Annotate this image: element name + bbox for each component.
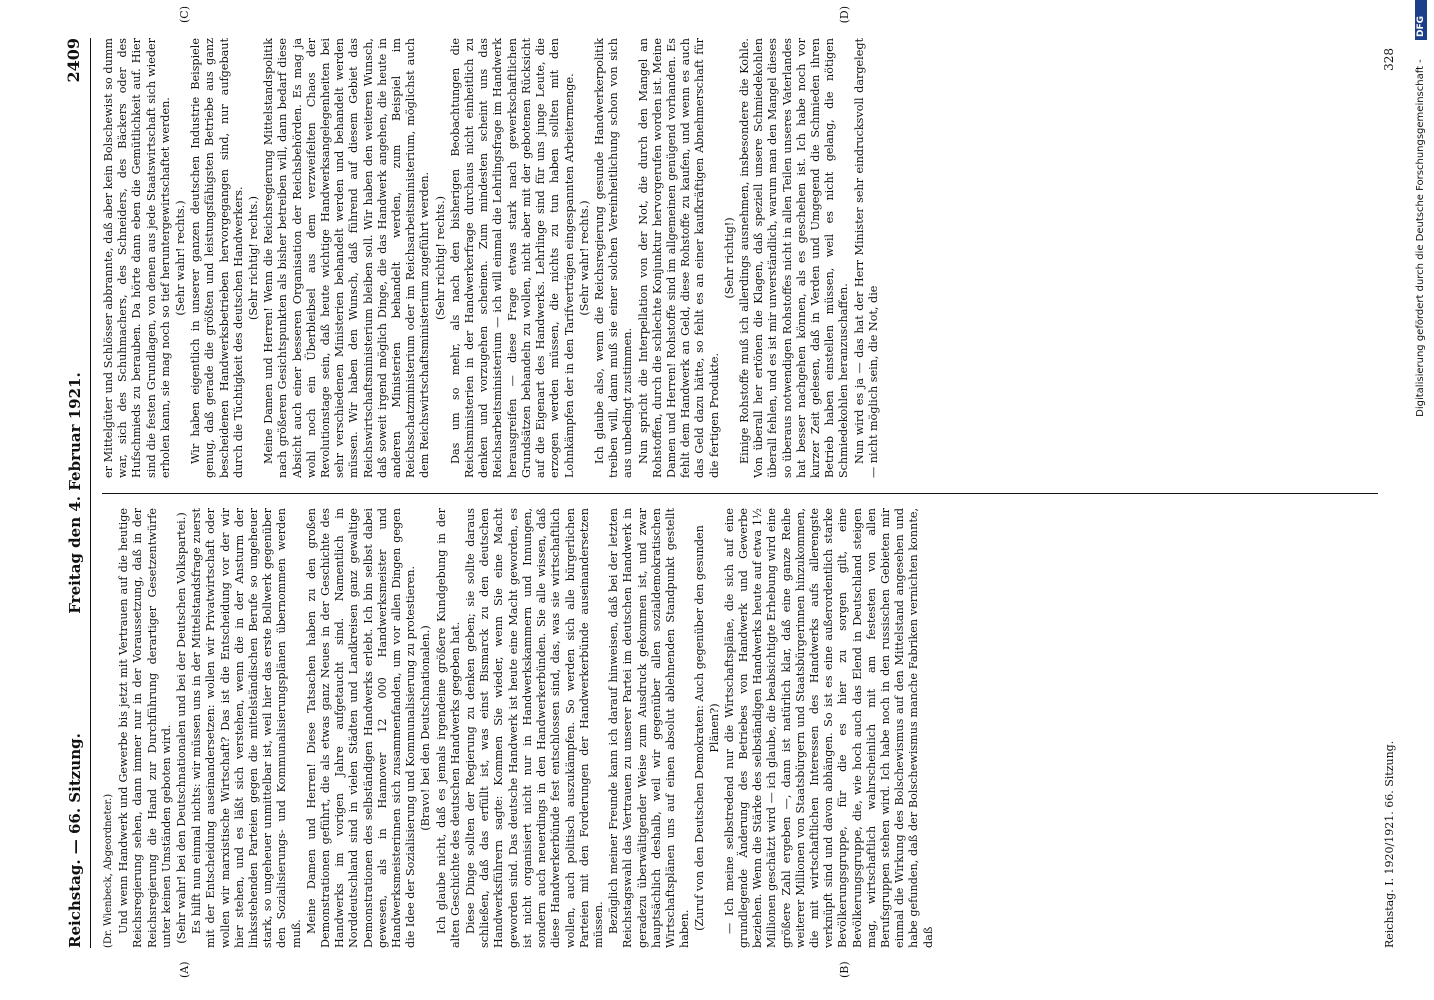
dfg-logo: DFG [1415,0,1427,40]
margin-marker-a: (A) [178,961,191,978]
paragraph: (Sehr richtig! rechts.) [433,195,447,321]
paragraph: Meine Damen und Herren! Wenn die Reichsregierung Mittelstandspolitik nach größeren Gesichtspunkten als bisher betreiben will, dann bedarf diese Absicht auch einer besseren Organisation der Reichsbehörden. Es mag ja wohl noch ein Überbleibsel aus dem verzweifelten Chaos der Revolutionstage sein, daß heute wichtige Handwerksangelegenheiten bei sehr verschiedenen Ministerien behandelt werden und behandelt werden müssen. Wir haben den Wunsch, daß führend auf diesem Gebiet das Reichswirtschaftsministerium bleiben soll. Wir haben den weiteren Wunsch, daß soweit irgend möglich Dinge, die das Handwerk angehen, die heute in anderen Ministerien behandelt werden, zum Beispiel im Reichsschatzministerium oder im Reichsarbeitsministerium, möglichst auch dem Reichswirtschaftsministerium zugeführt werden. [262,38,432,478]
digitization-text: Digitalisierung gefördert durch die Deutsche Forschungsgemeinschaft - [1415,59,1426,417]
page-header [58,38,91,948]
paragraph: (Dr. Wienbeck, Abgeordneter.) [103,793,114,948]
paragraph: Das um so mehr, als nach den bisherigen Beobachtungen die Reichsministerien in der Handwerkerfrage durchaus nicht einheitlich zu denken und vorzugehen scheinen. Zum mindesten scheint uns das Reichsarbeitsministerium — ich will einmal die Lehrlingsfrage im Handwerk herausgreifen — diese Frage etwas stark nach gewerkschaftlichen Grundsätzen behandeln zu wollen, nicht aber mit der gebotenen Rücksicht auf die Eigenart des Handwerks. Lehrlinge sind für uns junge Leute, die erzogen werden müssen, die nichts zu tun haben sollten mit den Lohnkämpfen der in den Tarifverträgen eingespannten Arbeitermenge. [448,38,576,478]
page-number: 2409 [64,38,83,83]
paragraph: (Zuruf von den Deutschen Demokraten: Auch gegenüber den gesunden Plänen?) [693,525,721,931]
paragraph: Ich glaube nicht, daß es jemals irgendeine größere Kundgebung in der alten Geschichte des deutschen Handwerks gegeben hat. [434,508,462,948]
right-column [102,38,1378,478]
paragraph: (Sehr wahr! rechts.) [577,200,591,316]
paragraph: Diese Dinge sollten der Regierung zu denken geben; sie sollte daraus schließen, daß das erfüllt ist, was einst Bismarck zu den deutschen Handwerksführern sagte: Kommen Sie wieder, wenn Sie eine Macht geworden sind. Das deutsche Handwerk ist heute eine Macht geworden, es ist nicht organisiert nicht nur in Handwerkskammern und Innungen, sondern auch neuerdings in den Handwerkerbünden. Sie alle wissen, daß diese Handwerkerbünde fest entschlossen sind, das, was sie wirtschaftlich wollen, auch politisch auszukämpfen. So werden sich alle bürgerlichen Parteien mit den Forderungen der Handwerkerbünde auseinandersetzen müssen. [464,508,605,948]
column-divider [102,493,1378,494]
margin-marker-d: (D) [838,6,851,24]
margin-marker-c: (C) [178,6,191,23]
document-page [58,6,1396,978]
paragraph: er Mittelgüter und Schlösser abbrannte, daß aber kein Bolschewist so dumm war, sich des Schuhmachers, des Schneiders, des Bäckers oder des Hufschmieds zu berauben. Da hörte dann eben die Gemütlichkeit auf. Hier sind die festen Grundlagen, von denen aus jede Staatswirtschaft sich wieder erholen kann, sie mag noch so tief heruntergewirtschaftet werden. [102,38,172,478]
digitization-note [1408,0,1434,1000]
paragraph: Meine Damen und Herren! Diese Tatsachen haben zu den großen Demonstrationen geführt, die als etwas ganz Neues in der Geschichte des Handwerks im vorigen Jahre aufgetaucht sind. Namentlich in Norddeutschland sind in vielen Städten und Landkreisen ganz gewaltige Demonstrationen des selbständigen Handwerks erlebt. Ich bin selbst dabei gewesen, als in Hannover 12 000 Handwerksmeister und Handwerksmeisterinnen sich zusammenfanden, um vor allen Dingen gegen die Idee der Sozialisierung und Kommunalisierung zu protestieren. [304,508,418,948]
paragraph: Und wenn Handwerk und Gewerbe bis jetzt mit Vertrauen auf die heutige Reichsregierung sehen, dann immer nur in der Voraussetzung, daß in der Reichsregierung die Hand zur Durchführung derartiger Gesetzentwürfe unter keinen Umständen geboten wird. [117,508,173,948]
paragraph: (Sehr richtig!) [722,217,736,299]
paragraph: Nun spricht die Interpellation von der Not, die durch den Mangel an Rohstoffen, durch die schlechte Konjunktur hervorgerufen worden ist. Meine Damen und Herren! Rohstoffe sind im allgemeinen genügend vorhanden. Es fehlt dem Handwerk an Geld, diese Rohstoffe zu kaufen, und wenn es auch das Geld dazu hätte, so fehlt es an einer kaufkräftigen Abnehmerschaft für die fertigen Produkte. [636,38,721,478]
footer-sheet-number: 328 [1382,48,1396,71]
paragraph: (Sehr richtig! rechts.) [247,195,261,321]
footer-source: Reichstag. I. 1920/1921. 66. Sitzung. [1383,740,1396,948]
paragraph: Einige Rohstoffe muß ich allerdings ausnehmen, insbesondere die Kohle. Von überall her ertönen die Klagen, daß speziell unsere Schmiedekohlen überall fehlen, und es ist mir unverständlich, warum man den Mangel dieses so überaus notwendigen Rohstoffes nicht in allen Teilen unseres Vaterlandes hat besser nachgehen können, als es geschehen ist. Ich habe noch vor kurzer Zeit gelesen, daß in Verden und Umgegend die Schmieden ihren Betrieb haben einstellen müssen, weil es nicht gelang, die nötigen Schmiedekohlen heranzuschaffen. [737,38,851,478]
left-column [102,508,1378,948]
margin-marker-b: (B) [838,961,851,978]
header-session: Reichstag. — 66. Sitzung. [66,733,84,948]
paragraph: Ich glaube also, wenn die Reichsregierung gesunde Handwerkerpolitik treiben will, dann muß sie einer solchen Vereinheitlichung schon von sich aus unbedingt zustimmen. [592,38,635,478]
paragraph: Wir haben eigentlich in unserer ganzen deutschen Industrie Beispiele genug, daß gerade die größten und leistungsfähigsten Betriebe aus ganz bescheidenen Handwerksbetrieben hervorgegangen sind, nur aufgebaut durch die Tüchtigkeit des deutschen Handwerkers. [189,38,245,478]
paragraph: Es hilft nun einmal nichts: wir müssen uns in der Mittelstandsfrage zuerst mit der Entscheidung auseinandersetzen: wollen wir Privatwirtschaft oder wollen wir marxistische Wirtschaft? Das ist die Entscheidung vor der wir hier stehen, und es läßt sich verstehen, wenn die in der Ansturm der linksstehenden Parteien gegen die mittelständischen Berufe so ungeheuer stark, so ungeheuer unmittelbar ist, weil hier das erste Bollwerk gegenüber den Sozialisierungs- und Kommunalisierungsplänen übernommen werden muß. [190,508,303,948]
paragraph: (Bravo! bei den Deutschnationalen.) [419,625,433,831]
paragraph: Bezüglich meiner Freunde kann ich darauf hinweisen, daß bei der letzten Reichstagswahl das Vertrauen zu unserer Partei im deutschen Handwerk in geradezu überwältigender Weise zum Ausdruck gekommen ist, und zwar hauptsächlich deshalb, weil wir gegenüber allen sozialdemokratischen Wirtschaftsplänen uns auf einen absolut ablehnenden Standpunkt gestellt haben. [607,508,692,948]
header-date: Freitag den 4. Februar 1921. [66,372,84,614]
paragraph: (Sehr wahr! rechts.) [174,200,188,316]
paragraph: Nun wird es ja — das hat der Herr Minister sehr eindrucksvoll dargelegt — nicht möglich sein, die Not, die [852,38,880,478]
paragraph: — Ich meine selbstredend nur die Wirtschaftspläne, die sich auf eine grundlegende Änderung des Betriebes von Handwerk und Gewerbe beziehen. Wenn die Stärke des selbständigen Handwerks heute auf etwa 1½ Millionen geschätzt wird — ich glaube, die beabsichtigte Erhebung wird eine größere Zahl ergeben —, dann ist natürlich klar, daß eine ganze Reihe weiterer Millionen von Staatsbürgern und Staatsbürgerinnen hinzukommen, die mit wirtschaftlichen Interessen des Handwerks aufs allerengste verknüpft sind und davon abhängen. So ist es eine außerordentlich starke Bevölkerungsgruppe, für die es hier zu sorgen gilt, eine Bevölkerungsgruppe, die, wie hoch auch das Elend in Deutschland steigen mag, wirtschaftlich wahrscheinlich mit am festesten von allen Berufsgruppen stehen wird. Ich habe noch in den russischen Gebieten mir einmal die Wirkung des Bolschewismus auf den Mittelstand angesehen und habe gefunden, daß der Bolschewismus manche Fabriken vernichten konnte, daß [722,508,935,948]
paragraph: (Sehr wahr! bei den Deutschnationalen und bei der Deutschen Volkspartei.) [175,512,189,944]
